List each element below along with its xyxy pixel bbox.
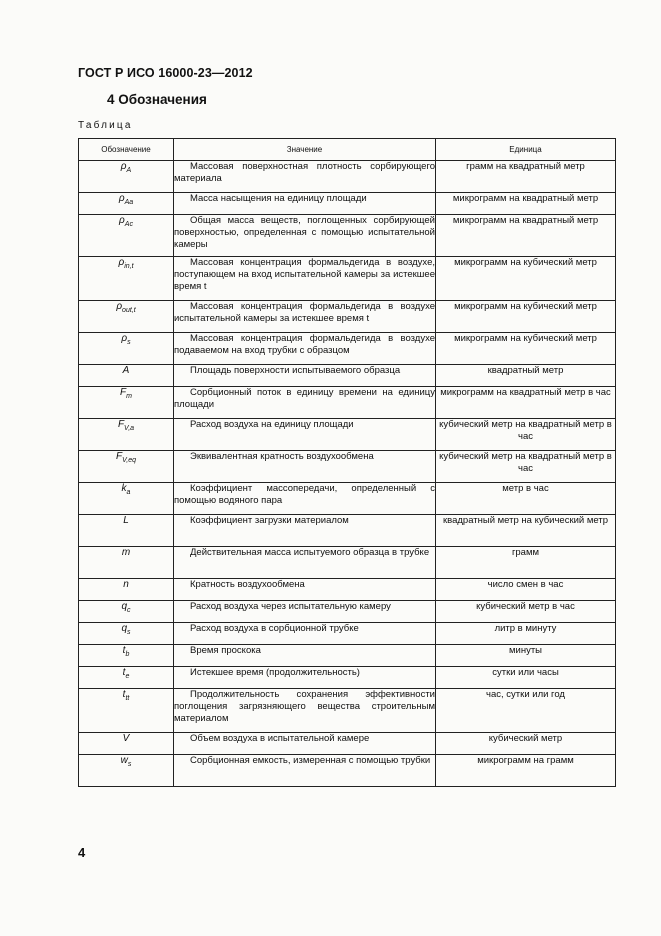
meaning-cell: Действительная масса испытуемого образца в трубке — [174, 547, 436, 579]
unit-cell: грамм — [436, 547, 616, 579]
symbol-cell — [79, 755, 174, 787]
unit-cell: микрограмм на кубический метр — [436, 257, 616, 301]
table-row — [79, 755, 616, 787]
unit-cell: микрограмм на квадратный метр — [436, 215, 616, 257]
table-row — [79, 301, 616, 333]
symbol-cell — [79, 645, 174, 667]
meaning-cell: Объем воздуха в испытательной камере — [174, 733, 436, 755]
symbol-cell — [79, 193, 174, 215]
symbol-cell — [79, 257, 174, 301]
meaning-cell: Массовая концентрация формальдегида в воздухе подаваемом на вход трубки с образцом — [174, 333, 436, 365]
meaning-cell: Продолжительность сохранения эффективности поглощения загрязняющего вещества строительным материалом — [174, 689, 436, 733]
meaning-cell: Сорбционный поток в единицу времени на единицу площади — [174, 387, 436, 419]
symbol-subscript: a — [126, 489, 131, 496]
symbol-cell — [79, 365, 174, 387]
symbol-letter: V — [122, 733, 130, 744]
symbol-letter: ρ — [118, 257, 125, 268]
meaning-cell: Расход воздуха через испытательную камеру — [174, 601, 436, 623]
symbol-subscript: s — [127, 339, 131, 346]
symbol-subscript: tt — [125, 695, 130, 702]
table-caption: Таблица — [78, 120, 133, 131]
symbol-letter: F — [116, 451, 123, 462]
table-row — [79, 623, 616, 645]
symbol-cell — [79, 515, 174, 547]
meaning-cell: Расход воздуха на единицу площади — [174, 419, 436, 451]
symbol-letter: q — [121, 623, 128, 634]
table-row — [79, 333, 616, 365]
symbol-letter: ρ — [120, 161, 127, 172]
unit-cell: час, сутки или год — [436, 689, 616, 733]
unit-cell: микрограмм на кубический метр — [436, 333, 616, 365]
symbol-letter: L — [123, 515, 129, 526]
unit-cell: микрограмм на квадратный метр — [436, 193, 616, 215]
symbol-cell — [79, 387, 174, 419]
meaning-cell: Сорбционная емкость, измеренная с помощью трубки — [174, 755, 436, 787]
unit-cell: кубический метр в час — [436, 601, 616, 623]
meaning-cell: Массовая поверхностная плотность сорбирующего материала — [174, 161, 436, 193]
table-row — [79, 483, 616, 515]
symbol-letter: F — [117, 419, 125, 430]
unit-cell: микрограмм на квадратный метр в час — [436, 387, 616, 419]
meaning-cell: Масса насыщения на единицу площади — [174, 193, 436, 215]
symbol-subscript: V,a — [124, 425, 135, 432]
meaning-cell: Расход воздуха в сорбционной трубке — [174, 623, 436, 645]
symbol-letter: ρ — [116, 301, 123, 312]
table-row — [79, 161, 616, 193]
table-row — [79, 645, 616, 667]
symbol-subscript: Aa — [124, 199, 134, 206]
unit-cell: кубический метр на квадратный метр в час — [436, 451, 616, 483]
symbol-letter: n — [123, 579, 129, 590]
symbol-cell — [79, 623, 174, 645]
meaning-cell: Общая масса веществ, поглощенных сорбирующей поверхностью, определенная с помощью испытательной камеры — [174, 215, 436, 257]
table-row — [79, 547, 616, 579]
symbol-cell — [79, 733, 174, 755]
symbol-letter: w — [120, 755, 128, 766]
unit-cell: кубический метр — [436, 733, 616, 755]
table-row — [79, 387, 616, 419]
symbol-cell — [79, 667, 174, 689]
meaning-cell: Эквивалентная кратность воздухообмена — [174, 451, 436, 483]
unit-cell: число смен в час — [436, 579, 616, 601]
symbol-cell — [79, 451, 174, 483]
symbol-letter: m — [121, 547, 131, 558]
symbol-cell — [79, 689, 174, 733]
symbol-subscript: c — [127, 607, 131, 614]
meaning-cell: Массовая концентрация формальдегида в воздухе, поступающем на вход испытательной камеры за истекшее время t — [174, 257, 436, 301]
unit-cell: микрограмм на кубический метр — [436, 301, 616, 333]
symbol-letter: ρ — [119, 215, 125, 226]
table-row — [79, 193, 616, 215]
table-row — [79, 733, 616, 755]
meaning-cell: Истекшее время (продолжительность) — [174, 667, 436, 689]
symbol-letter: A — [122, 365, 130, 376]
unit-cell: сутки или часы — [436, 667, 616, 689]
symbol-cell — [79, 161, 174, 193]
symbol-subscript: s — [127, 761, 132, 768]
symbol-letter: t — [122, 667, 126, 678]
unit-cell: грамм на квадратный метр — [436, 161, 616, 193]
table-row — [79, 365, 616, 387]
symbol-cell — [79, 419, 174, 451]
symbol-subscript: m — [126, 393, 132, 400]
meaning-cell: Коэффициент загрузки материалом — [174, 515, 436, 547]
column-header-symbol: Обозначение — [79, 139, 174, 161]
unit-cell: микрограмм на грамм — [436, 755, 616, 787]
symbol-cell — [79, 579, 174, 601]
symbol-letter: F — [120, 387, 127, 398]
page-number: 4 — [78, 845, 86, 860]
symbol-letter: t — [122, 645, 126, 656]
symbol-subscript: e — [125, 673, 130, 680]
table-row — [79, 515, 616, 547]
meaning-cell: Площадь поверхности испытываемого образца — [174, 365, 436, 387]
table-header-row — [79, 139, 616, 161]
table-row — [79, 451, 616, 483]
column-header-unit: Единица — [436, 139, 616, 161]
document-code-header: ГОСТ Р ИСО 16000-23—2012 — [78, 66, 253, 80]
unit-cell: квадратный метр на кубический метр — [436, 515, 616, 547]
meaning-cell: Коэффициент массопередачи, определенный с помощью водяного пара — [174, 483, 436, 515]
unit-cell: кубический метр на квадратный метр в час — [436, 419, 616, 451]
table-row — [79, 257, 616, 301]
symbol-cell — [79, 215, 174, 257]
table-row — [79, 579, 616, 601]
symbol-letter: k — [121, 483, 127, 494]
table-row — [79, 601, 616, 623]
unit-cell: квадратный метр — [436, 365, 616, 387]
symbol-letter: ρ — [121, 333, 128, 344]
meaning-cell: Время проскока — [174, 645, 436, 667]
symbol-subscript: s — [127, 629, 131, 636]
symbol-cell — [79, 483, 174, 515]
symbol-cell — [79, 333, 174, 365]
symbol-subscript: in,t — [124, 263, 134, 270]
symbol-subscript: V,eq — [122, 457, 136, 464]
symbol-letter: q — [121, 601, 128, 612]
symbol-subscript: A — [126, 167, 132, 174]
symbols-table — [78, 138, 616, 787]
symbol-cell — [79, 601, 174, 623]
table-row — [79, 667, 616, 689]
table-row — [79, 419, 616, 451]
table-row — [79, 689, 616, 733]
table-row — [79, 215, 616, 257]
unit-cell: минуты — [436, 645, 616, 667]
symbol-cell — [79, 547, 174, 579]
meaning-cell: Массовая концентрация формальдегида в воздухе испытательной камеры за истекшее время t — [174, 301, 436, 333]
symbol-subscript: out,t — [122, 307, 136, 314]
column-header-meaning: Значение — [174, 139, 436, 161]
symbol-letter: ρ — [118, 193, 125, 204]
unit-cell: литр в минуту — [436, 623, 616, 645]
symbol-cell — [79, 301, 174, 333]
symbol-letter: t — [122, 689, 126, 700]
symbol-subscript: b — [125, 651, 130, 658]
unit-cell: метр в час — [436, 483, 616, 515]
meaning-cell: Кратность воздухообмена — [174, 579, 436, 601]
symbol-subscript: Ac — [124, 221, 133, 228]
section-title: 4 Обозначения — [107, 92, 207, 107]
